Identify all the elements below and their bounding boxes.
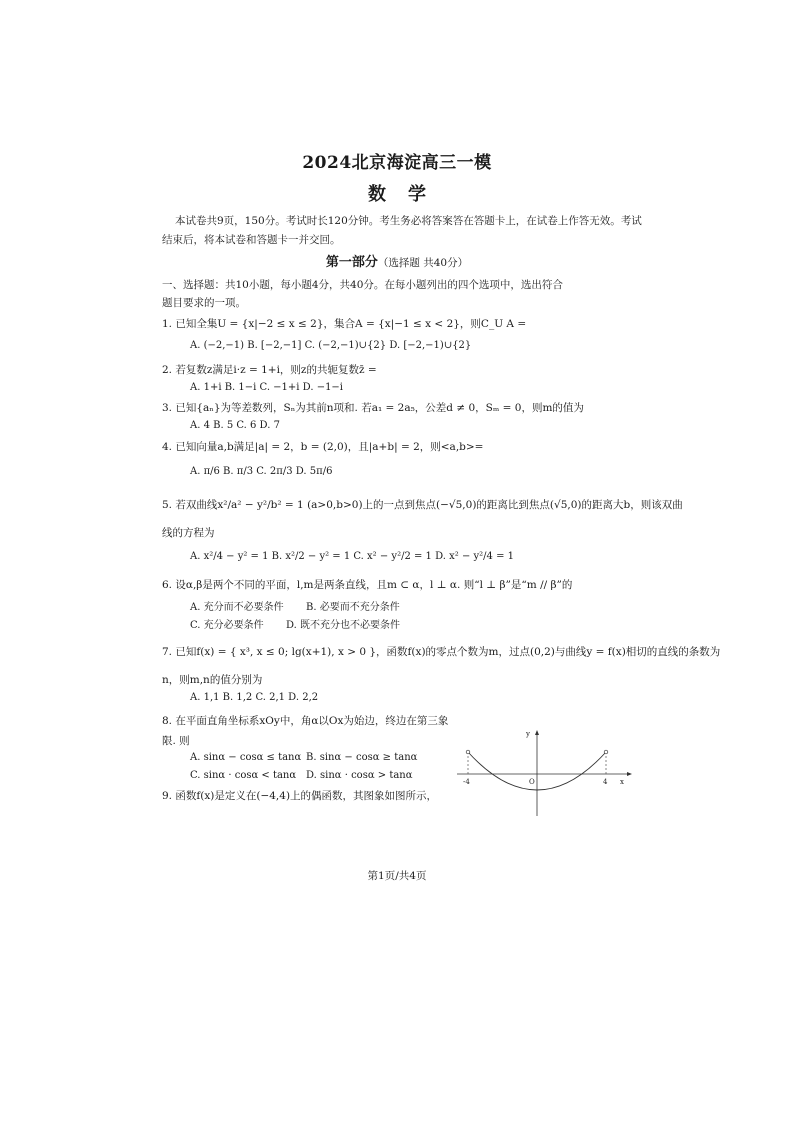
q4-options: A. π/6 B. π/3 C. 2π/3 D. 5π/6 xyxy=(190,466,333,477)
q6-stem: 6. 设α,β是两个不同的平面，l,m是两条直线，且m ⊂ α，l ⊥ α. 则“l ⊥ β”是“m // β”的 xyxy=(162,579,573,591)
y-axis-label: y xyxy=(526,730,530,738)
instructions-line-2: 题目要求的一项。 xyxy=(162,297,246,309)
section-heading xyxy=(0,251,794,270)
section-note: （选择题 共40分） xyxy=(377,257,469,269)
x-axis-arrow xyxy=(627,772,632,776)
q8-stem-2: 限. 则 xyxy=(162,735,190,747)
q3-options: A. 4 B. 5 C. 6 D. 7 xyxy=(190,420,280,431)
intro-line-2: 结束后，将本试卷和答题卡一并交回。 xyxy=(162,234,341,246)
x-axis-label: x xyxy=(620,778,624,786)
q5-stem-1: 5. 若双曲线x²/a² − y²/b² = 1 (a>0,b>0)上的一点到焦点(−√5,0)的距离比到焦点(√5,0)的距离大b，则该双曲 xyxy=(162,499,683,511)
q6-option-d: D. 既不充分也不必要条件 xyxy=(286,620,401,631)
instructions-line-1: 一、选择题：共10小题，每小题4分，共40分。在每小题列出的四个选项中，选出符合 xyxy=(162,279,563,291)
q9-stem: 9. 函数f(x)是定义在(−4,4)上的偶函数，其图象如图所示， xyxy=(162,790,438,802)
intro-line-1: 本试卷共9页，150分。考试时长120分钟。考生务必将答案答在答题卡上，在试卷上作答无效。考试 xyxy=(175,215,642,227)
q2-options: A. 1+i B. 1−i C. −1+i D. −1−i xyxy=(190,382,344,393)
subject-title: 数学 xyxy=(368,184,448,205)
left-tick-label: -4 xyxy=(463,778,470,786)
q2-stem: 2. 若复数z满足i·z = 1+i，则z的共轭复数z̄ = xyxy=(162,364,377,376)
q6-option-b: B. 必要而不充分条件 xyxy=(306,602,400,613)
q1-stem: 1. 已知全集U = {x|−2 ≤ x ≤ 2}，集合A = {x|−1 ≤ x < 2}，则C_U A = xyxy=(162,318,527,330)
q8-option-a: A. sinα − cosα ≤ tanα xyxy=(190,752,302,763)
q1-options: A. (−2,−1) B. [−2,−1] C. (−2,−1)∪{2} D. [−2,−1)∪{2} xyxy=(190,340,472,351)
q5-options: A. x²/4 − y² = 1 B. x²/2 − y² = 1 C. x² − y²/2 = 1 D. x² − y²/4 = 1 xyxy=(190,551,514,562)
q8-option-d: D. sinα · cosα > tanα xyxy=(306,770,413,781)
right-open-endpoint xyxy=(604,750,608,754)
q8-option-b: B. sinα − cosα ≥ tanα xyxy=(306,752,418,763)
page-number: 第1页/共4页 xyxy=(367,870,427,882)
page-title: 2024北京海淀高三一模 xyxy=(302,153,492,173)
y-axis-arrow xyxy=(535,730,539,735)
q5-stem-2: 线的方程为 xyxy=(162,527,215,539)
q7-options: A. 1,1 B. 1,2 C. 2,1 D. 2,2 xyxy=(190,692,319,703)
q3-stem: 3. 已知{aₙ}为等差数列，Sₙ为其前n项和. 若a₁ = 2a₅，公差d ≠ 0，Sₘ = 0，则m的值为 xyxy=(162,402,584,414)
section-title: 第一部分 xyxy=(325,255,378,270)
q7-stem-1: 7. 已知f(x) = { x³, x ≤ 0; lg(x+1), x > 0 }，函数f(x)的零点个数为m，过点(0,2)与曲线y = f(x)相切的直线的条数为 xyxy=(162,646,721,658)
q8-option-c: C. sinα · cosα < tanα xyxy=(190,770,297,781)
q7-stem-2: n，则m,n的值分别为 xyxy=(162,674,263,686)
q6-option-a: A. 充分而不必要条件 xyxy=(190,602,284,613)
q8-stem-1: 8. 在平面直角坐标系xOy中，角α以Ox为始边，终边在第三象 xyxy=(162,715,449,727)
q6-option-c: C. 充分必要条件 xyxy=(190,620,264,631)
left-open-endpoint xyxy=(466,750,470,754)
right-tick-label: 4 xyxy=(603,778,608,786)
q4-stem: 4. 已知向量a,b满足|a| = 2，b = (2,0)，且|a+b| = 2，则<a,b>= xyxy=(162,441,484,453)
origin-label: O xyxy=(529,778,535,786)
function-graph xyxy=(455,728,635,818)
